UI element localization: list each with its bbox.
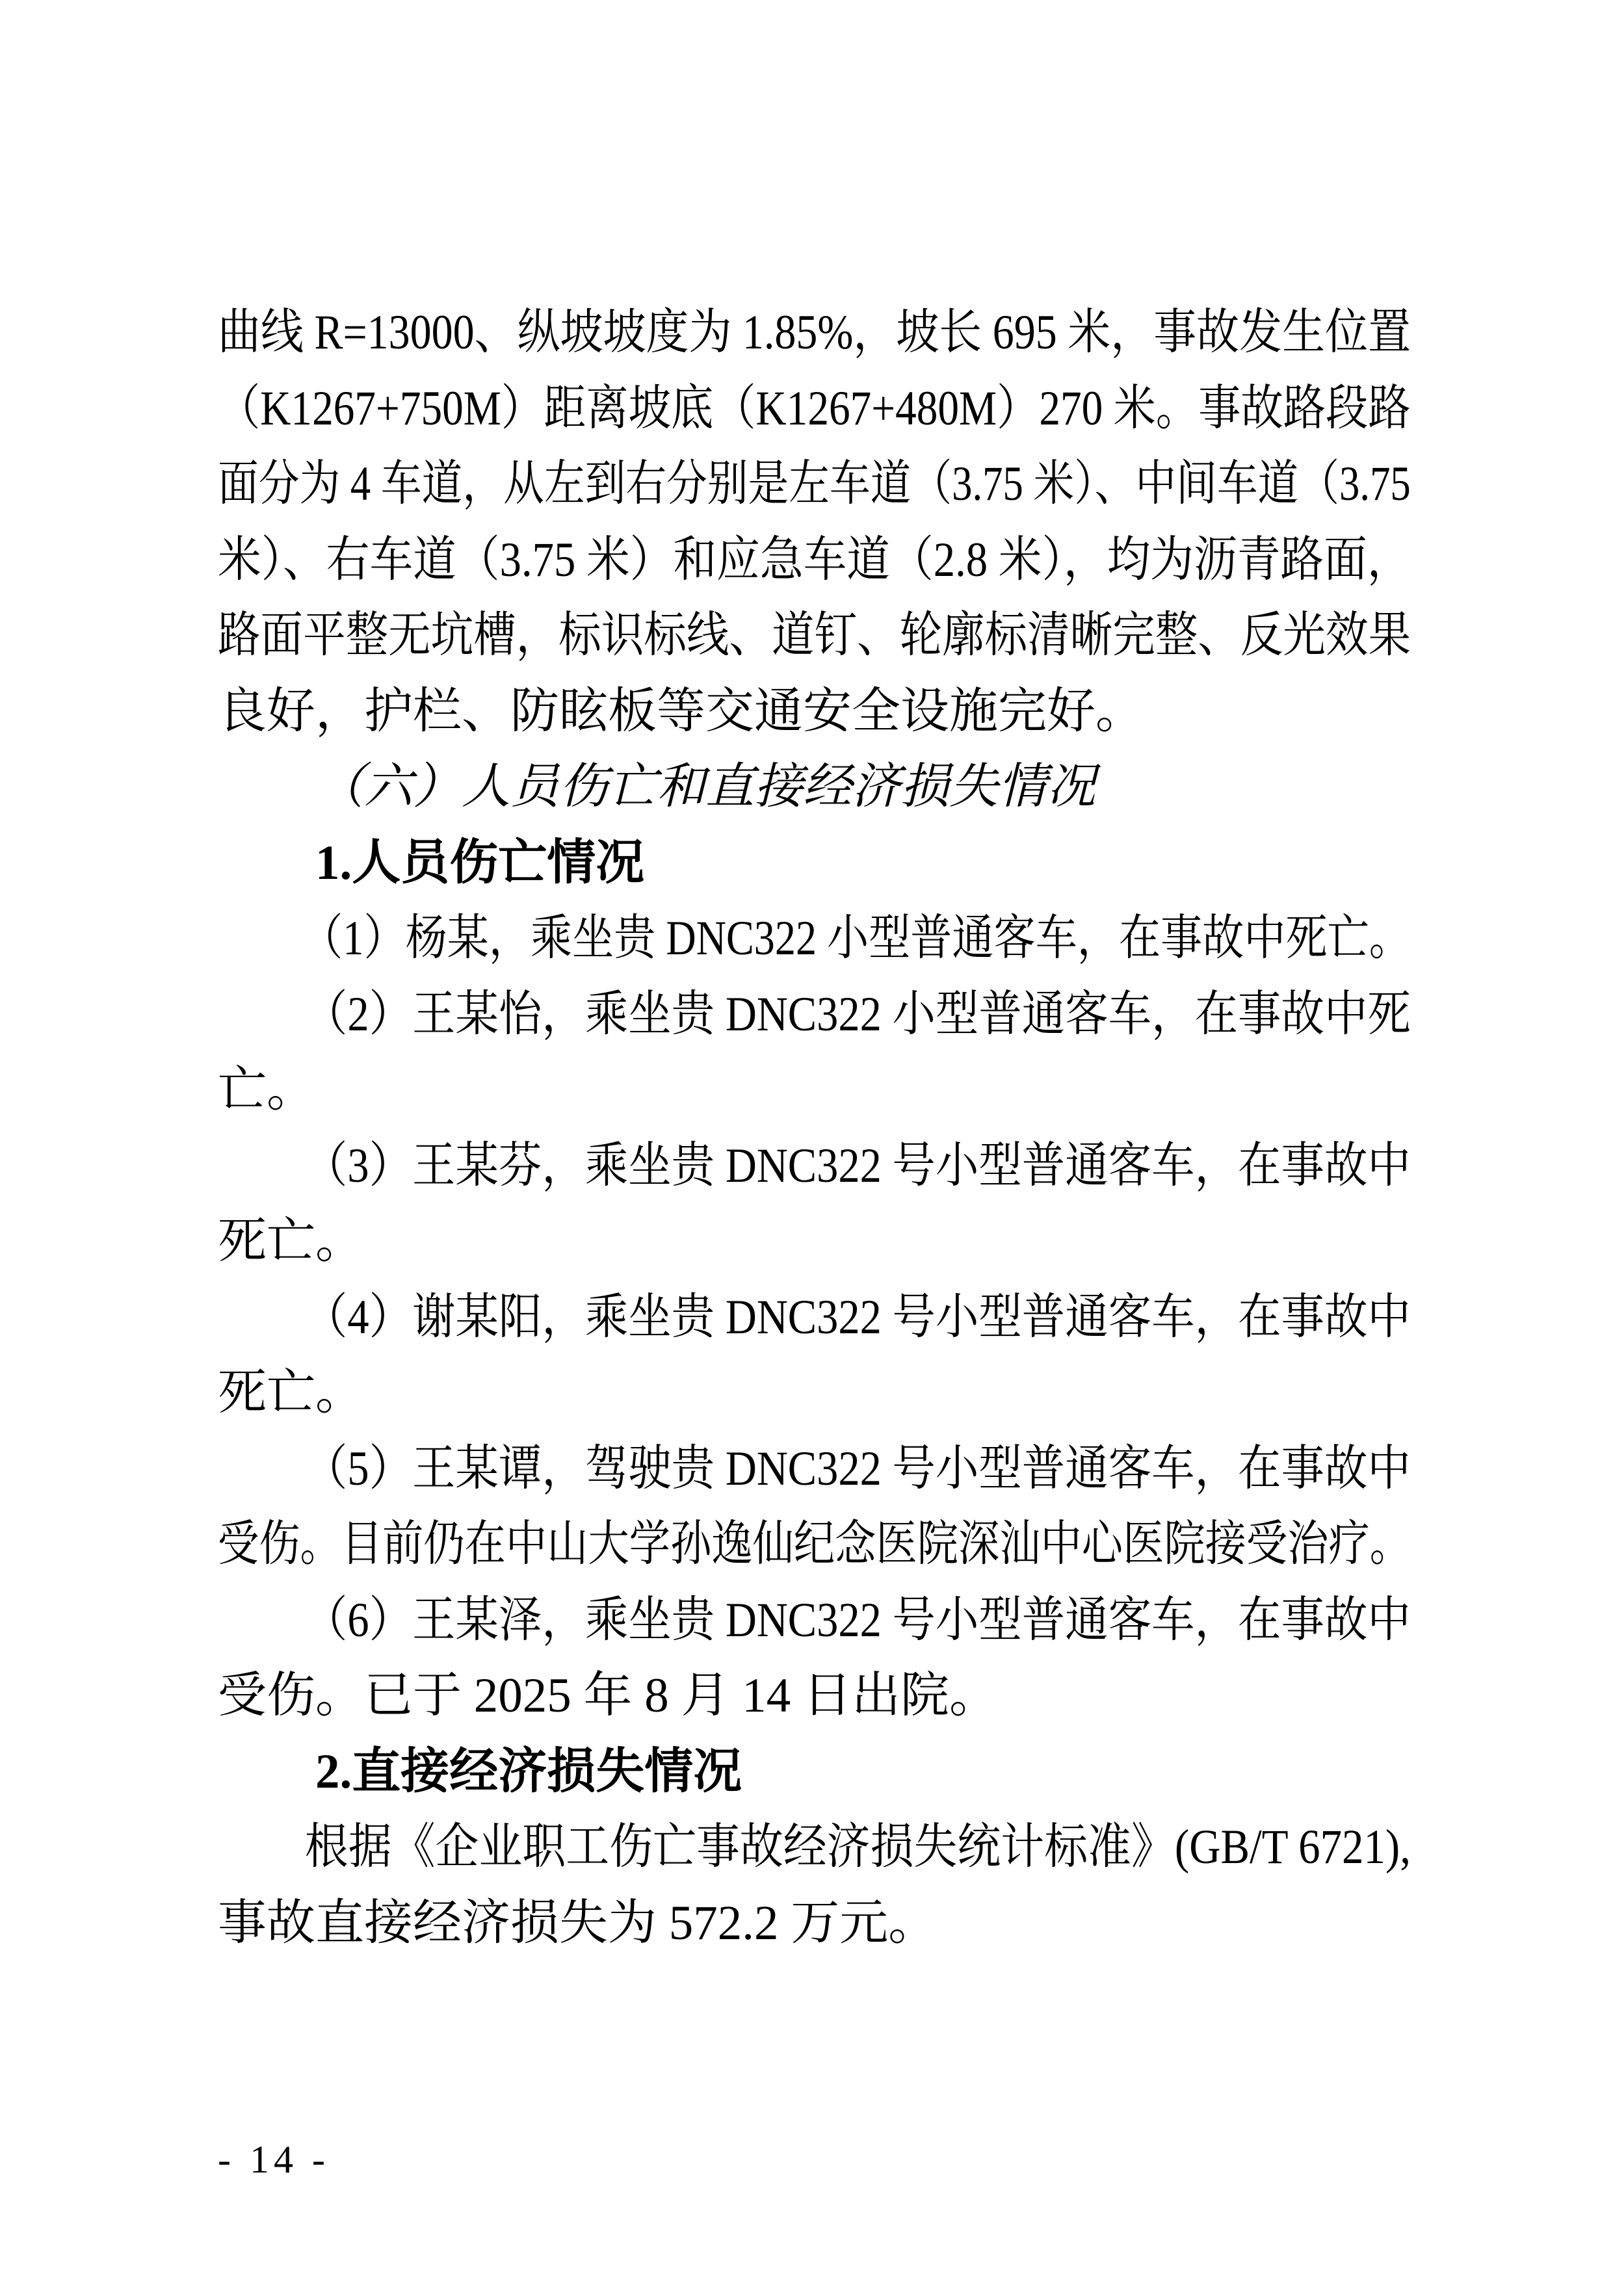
text-line: 米）、右车道（3.75 米）和应急车道（2.8 米），均为沥青路面， <box>218 532 1411 587</box>
text-line: （6）王某泽，乘坐贵 DNC322 号小型普通客车，在事故中 <box>304 1593 1411 1647</box>
text-line: 路面平整无坑槽，标识标线、道钉、轮廓标清晰完整、反光效果 <box>218 608 1411 662</box>
text-line: 受伤。已于 2025 年 8 月 14 日出院。 <box>218 1669 999 1723</box>
text-line: 死亡。 <box>218 1366 365 1420</box>
text-line: （K1267+750M）距离坡底（K1267+480M）270 米。事故路段路 <box>218 381 1411 436</box>
text-line: （5）王某谭，驾驶贵 DNC322 号小型普通客车，在事故中 <box>304 1441 1411 1496</box>
text-line: 事故直接经济损失为 572.2 万元。 <box>218 1896 938 1950</box>
text-line: （1）杨某，乘坐贵 DNC322 小型普通客车，在事故中死亡。 <box>301 911 1411 965</box>
text-line: （3）王某芬，乘坐贵 DNC322 号小型普通客车，在事故中 <box>304 1138 1411 1193</box>
text-line: （2）王某怡，乘坐贵 DNC322 小型普通客车，在事故中死 <box>304 987 1411 1041</box>
text-line: 曲线 R=13000、纵坡坡度为 1.85%，坡长 695 米，事故发生位置 <box>218 306 1411 359</box>
text-line: 受伤。目前仍在中山大学孙逸仙纪念医院深汕中心医院接受治疗。 <box>218 1517 1411 1571</box>
text-line: 亡。 <box>218 1063 316 1117</box>
document-body <box>218 295 1411 1961</box>
subsection-heading: 2.直接经济损失情况 <box>315 1744 742 1799</box>
text-line: 死亡。 <box>218 1214 365 1268</box>
page-number: - 14 - <box>218 2138 330 2181</box>
text-line: 根据《企业职工伤亡事故经济损失统计标准》(GB/T 6721), <box>304 1820 1411 1874</box>
text-line: 面分为 4 车道，从左到右分别是左车道（3.75 米）、中间车道（3.75 <box>218 457 1411 511</box>
text-line: （4）谢某阳，乘坐贵 DNC322 号小型普通客车，在事故中 <box>304 1290 1411 1344</box>
text-line: 良好，护栏、防眩板等交通安全设施完好。 <box>218 684 1145 738</box>
subsection-heading: 1.人员伤亡情况 <box>315 835 645 890</box>
section-heading: （六）人员伤亡和直接经济损失情况 <box>315 760 1096 814</box>
